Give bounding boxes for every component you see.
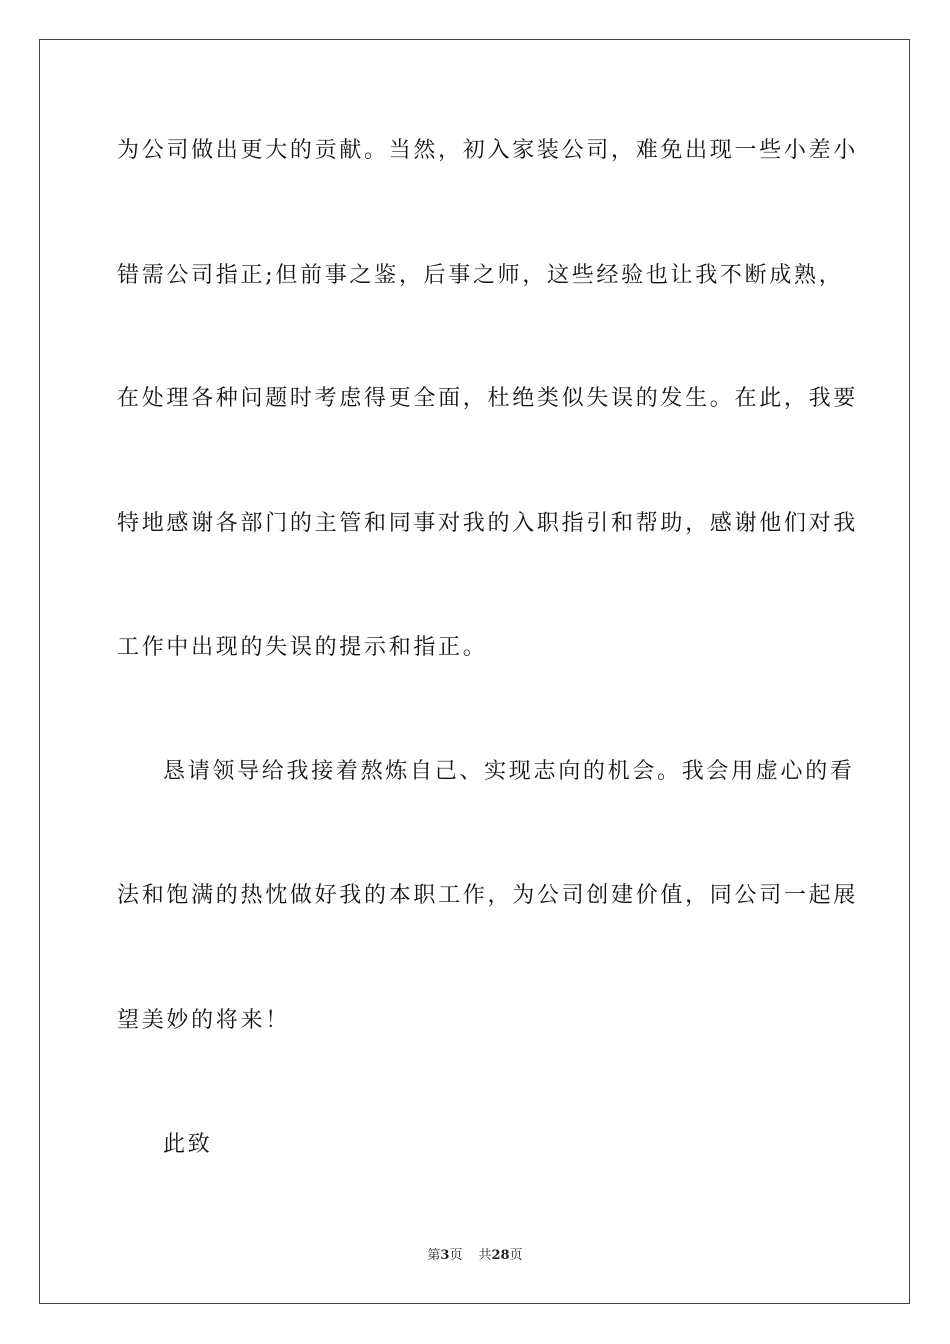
page-suffix: 页 — [449, 1248, 463, 1263]
body-line-2: 错需公司指正;但前事之鉴，后事之师，这些经验也让我不断成熟， — [117, 263, 844, 288]
closing-line: 此致 — [163, 1132, 213, 1157]
total-pages: 28 — [491, 1248, 510, 1263]
body-line-6: 恳请领导给我接着熬炼自己、实现志向的机会。我会用虚心的看 — [163, 759, 855, 784]
body-line-8: 望美妙的将来！ — [117, 1008, 290, 1033]
total-suffix: 页 — [509, 1248, 523, 1263]
body-line-4: 特地感谢各部门的主管和同事对我的入职指引和帮助，感谢他们对我 — [117, 511, 859, 536]
page-number: 3 — [440, 1248, 450, 1263]
page-border — [39, 39, 910, 1304]
body-line-7: 法和饱满的热忱做好我的本职工作，为公司创建价值，同公司一起展 — [117, 883, 859, 908]
page-footer — [0, 1247, 950, 1265]
total-prefix: 共 — [478, 1248, 492, 1263]
body-line-3: 在处理各种问题时考虑得更全面，杜绝类似失误的发生。在此，我要 — [117, 386, 859, 411]
body-line-5: 工作中出现的失误的提示和指正。 — [117, 635, 488, 660]
body-line-1: 为公司做出更大的贡献。当然，初入家装公司，难免出现一些小差小 — [117, 138, 859, 163]
page-prefix: 第 — [427, 1248, 441, 1263]
